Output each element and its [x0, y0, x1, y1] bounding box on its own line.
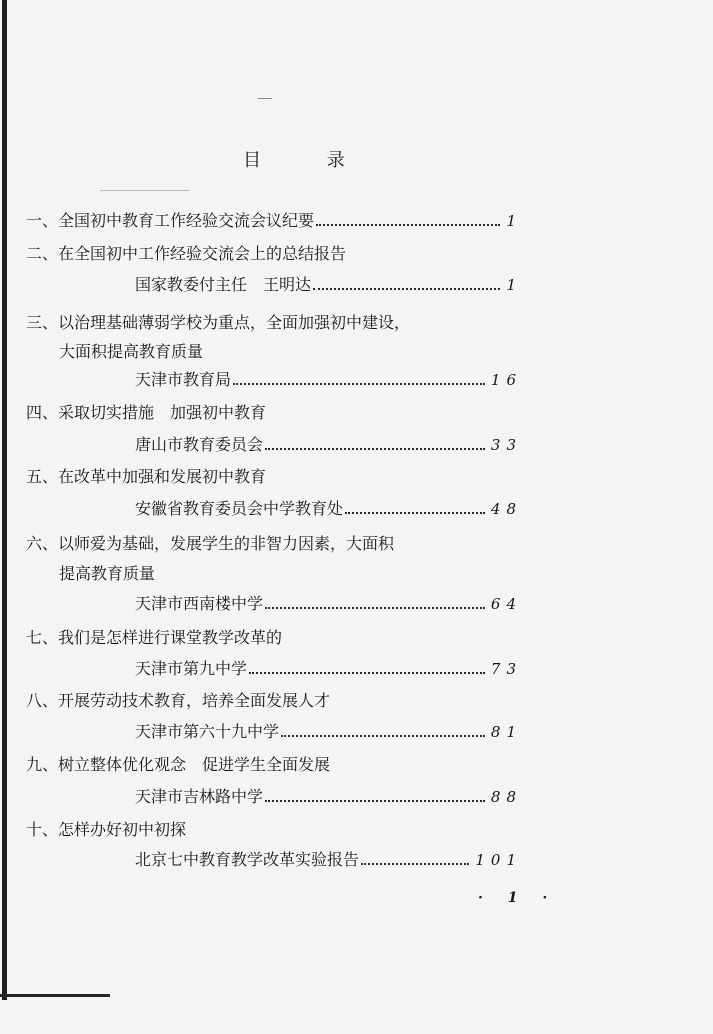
toc-entry-page: 64 [490, 595, 522, 613]
toc-entry-author: 北京七中教育教学改革实验报告 [135, 850, 360, 869]
toc-entry-page: 16 [490, 371, 522, 389]
leader-dots [345, 512, 485, 514]
leader-dots [265, 800, 485, 802]
toc-entry-author: 天津市西南楼中学 [135, 594, 264, 613]
toc-entry [135, 721, 522, 743]
toc-entry [135, 658, 522, 680]
toc-entry-page: 48 [490, 500, 522, 518]
leader-dots [316, 224, 500, 226]
toc-entry [135, 434, 522, 456]
toc-entry-author: 天津市第六十九中学 [135, 722, 280, 741]
leader-dots [361, 863, 469, 865]
toc-entry-page: 1 [506, 276, 522, 294]
scan-edge-bottom [0, 994, 110, 997]
toc-entry [135, 498, 522, 520]
toc-entry-page: 81 [490, 723, 522, 741]
leader-dots [249, 672, 485, 674]
toc-entry-author: 天津市吉林路中学 [135, 787, 264, 806]
toc-entry-page: 1 [506, 212, 522, 230]
toc-entry-page: 101 [475, 851, 522, 869]
toc-entry-label: 九、树立整体优化观念 促进学生全面发展 [26, 755, 331, 774]
toc-entry-label: 七、我们是怎样进行课堂教学改革的 [26, 628, 283, 647]
toc-entry-author: 天津市第九中学 [135, 659, 248, 678]
toc-entry-label: 大面积提高教育质量 [59, 342, 204, 361]
toc-entry-label: 十、怎样办好初中初探 [26, 820, 187, 839]
toc-entry [26, 210, 522, 232]
leader-dots [233, 383, 485, 385]
toc-entry [135, 593, 522, 615]
toc-entry-page: 33 [490, 436, 522, 454]
toc-entry-author: 天津市教育局 [135, 370, 232, 389]
toc-entry-label: 二、在全国初中工作经验交流会上的总结报告 [26, 244, 347, 263]
scan-edge-left [2, 0, 7, 1000]
toc-entry-author: 国家教委付主任 王明达 [135, 275, 312, 294]
toc-entry-page: 88 [490, 788, 522, 806]
scan-speck [100, 190, 190, 191]
toc-entry [135, 786, 522, 808]
toc-entry [135, 849, 522, 871]
toc-entry-label: 六、以师爱为基础，发展学生的非智力因素，大面积 [26, 534, 395, 553]
toc-title: 目 录 [243, 150, 375, 171]
toc-entry-author: 安徽省教育委员会中学教育处 [135, 499, 344, 518]
toc-entry-label: 三、以治理基础薄弱学校为重点，全面加强初中建设， [26, 313, 411, 332]
toc-entry [135, 369, 522, 391]
toc-entry-label: 八、开展劳动技术教育，培养全面发展人才 [26, 691, 331, 710]
toc-entry [135, 274, 522, 296]
toc-entry-label: 提高教育质量 [59, 564, 156, 583]
toc-entry-label: 四、采取切实措施 加强初中教育 [26, 403, 267, 422]
leader-dots [281, 735, 485, 737]
scan-speck [258, 98, 272, 99]
leader-dots [265, 607, 485, 609]
page-number: · 1 · [478, 890, 558, 906]
toc-entry-label: 五、在改革中加强和发展初中教育 [26, 467, 267, 486]
toc-entry-page: 73 [490, 660, 522, 678]
leader-dots [265, 448, 485, 450]
leader-dots [313, 288, 500, 290]
toc-entry-label: 一、全国初中教育工作经验交流会议纪要 [26, 211, 315, 230]
toc-entry-author: 唐山市教育委员会 [135, 435, 264, 454]
